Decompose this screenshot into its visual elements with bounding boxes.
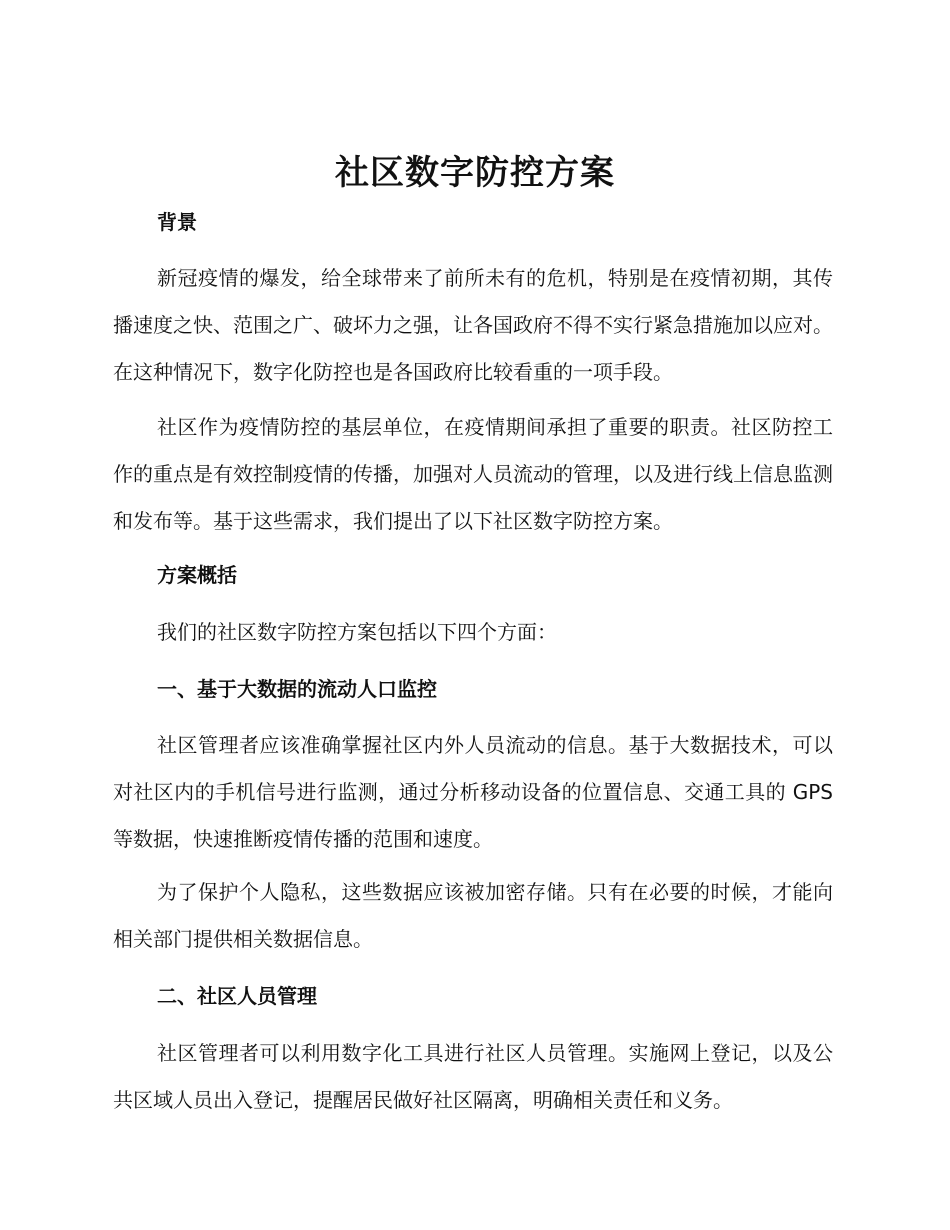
section-heading-overview: 方案概括: [157, 563, 237, 587]
paragraph-part1-1: 社区管理者应该准确掌握社区内外人员流动的信息。基于大数据技术，可以对社区内的手机信号进行监测，通过分析移动设备的位置信息、交通工具的 GPS 等数据，快速推断疫情传播的范围和速度。: [113, 733, 833, 851]
section-heading-part2: 二、社区人员管理: [157, 984, 317, 1008]
paragraph-part2-1: 社区管理者可以利用数字化工具进行社区人员管理。实施网上登记，以及公共区域人员出入登记，提醒居民做好社区隔离，明确相关责任和义务。: [113, 1041, 833, 1112]
paragraph-background-1: 新冠疫情的爆发，给全球带来了前所未有的危机，特别是在疫情初期，其传播速度之快、范围之广、破坏力之强，让各国政府不得不实行紧急措施加以应对。在这种情况下，数字化防控也是各国政府比较看重的一项手段。: [113, 266, 833, 384]
section-heading-background: 背景: [157, 210, 197, 234]
paragraph-overview: 我们的社区数字防控方案包括以下四个方面：: [157, 620, 557, 644]
section-heading-part1: 一、基于大数据的流动人口监控: [157, 677, 437, 701]
paragraph-part1-2: 为了保护个人隐私，这些数据应该被加密存储。只有在必要的时候，才能向相关部门提供相关数据信息。: [113, 880, 833, 951]
document-title: 社区数字防控方案: [335, 153, 615, 193]
paragraph-background-2: 社区作为疫情防控的基层单位，在疫情期间承担了重要的职责。社区防控工作的重点是有效控制疫情的传播，加强对人员流动的管理，以及进行线上信息监测和发布等。基于这些需求，我们提出了以下社区数字防控方案。: [113, 415, 833, 533]
